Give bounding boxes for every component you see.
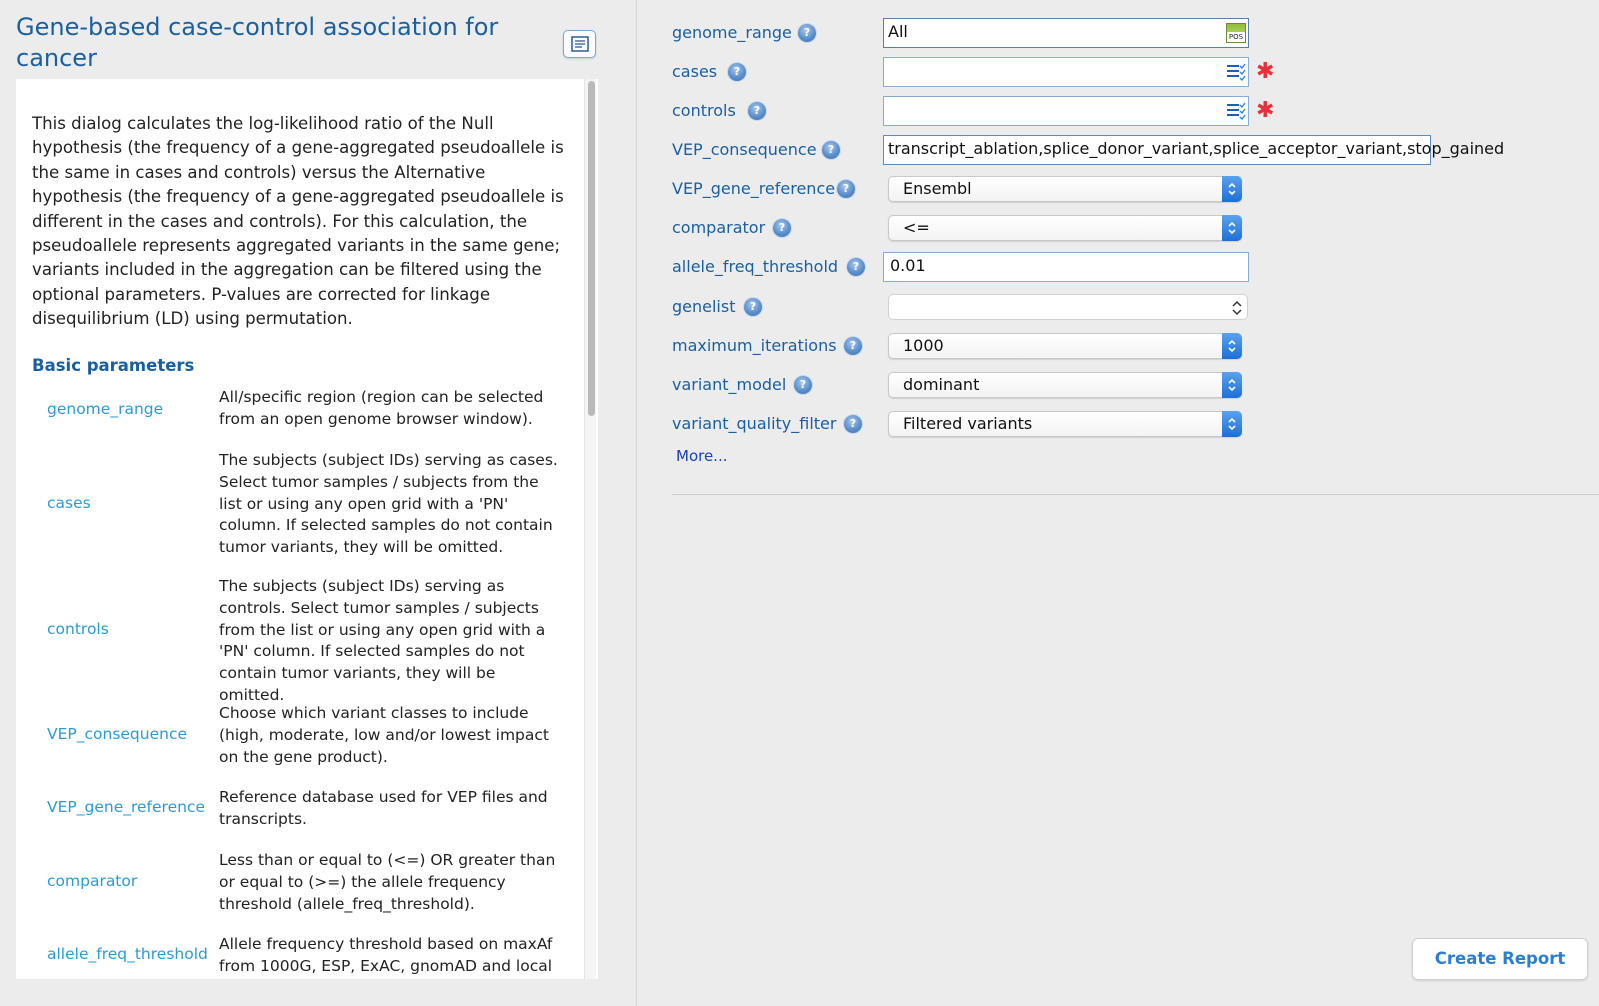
genome-range-label: genome_range [672, 23, 792, 42]
help-icon[interactable]: ? [798, 24, 816, 42]
documentation-button[interactable] [563, 30, 596, 58]
basic-parameters-heading: Basic parameters [32, 356, 195, 375]
variant-quality-filter-select[interactable] [888, 411, 1242, 437]
comparator-label: comparator [672, 218, 766, 237]
variant-model-label: variant_model [672, 375, 787, 394]
chevron-updown-icon [1231, 299, 1243, 317]
allele-freq-threshold-input[interactable]: 0.01 [883, 252, 1249, 282]
chevron-updown-icon [1222, 215, 1242, 241]
section-divider [672, 494, 1599, 495]
pos-badge: POS [1228, 33, 1244, 41]
param-name[interactable]: allele_freq_threshold [47, 945, 208, 963]
genome-position-icon[interactable] [1226, 23, 1246, 43]
vep-consequence-label: VEP_consequence [672, 140, 817, 159]
maximum-iterations-select[interactable] [888, 333, 1242, 359]
help-icon[interactable]: ? [748, 102, 766, 120]
chevron-updown-icon [1222, 372, 1242, 398]
genelist-select[interactable] [888, 294, 1248, 320]
param-name[interactable]: comparator [47, 872, 138, 890]
controls-label: controls [672, 101, 736, 120]
controls-input[interactable] [883, 96, 1249, 126]
vep-gene-reference-select[interactable] [888, 176, 1242, 202]
help-icon[interactable]: ? [847, 258, 865, 276]
help-pane [0, 0, 636, 1006]
chevron-updown-icon [1222, 333, 1242, 359]
variant-model-select[interactable] [888, 372, 1242, 398]
param-desc: Less than or equal to (<=) OR greater than or equal to (>=) the allele frequency threshold (allele_freq_threshold). [219, 851, 556, 913]
help-content [16, 79, 598, 979]
maximum-iterations-label: maximum_iterations [672, 336, 837, 355]
param-desc: Allele frequency threshold based on maxAf from 1000G, ESP, ExAC, gnomAD and local [219, 935, 553, 975]
scrollbar-thumb[interactable] [588, 81, 595, 416]
more-link[interactable]: More... [676, 447, 728, 465]
maximum-iterations-value: 1000 [903, 336, 944, 355]
help-icon[interactable]: ? [728, 63, 746, 81]
param-name[interactable]: cases [47, 494, 91, 512]
help-scroll-area [16, 79, 582, 979]
param-name[interactable]: controls [47, 620, 109, 638]
intro-text: This dialog calculates the log-likelihood ratio of the Null hypothesis (the frequency of a gene-aggregated pseudoallele is the same in cases and controls) versus the Alternative hypothesis (the frequency of a gene-aggregated pseudoallele is different in the cases and controls). For this calculation, the pseudoallele represents aggregated variants in the same gene; variants included in the aggregation can be filtered using the optional parameters. P-values are corrected for linkage disequilibrium (LD) using permutation. [32, 114, 564, 329]
vep-gene-reference-label: VEP_gene_reference [672, 179, 836, 198]
genelist-label: genelist [672, 297, 736, 316]
allele-freq-threshold-label: allele_freq_threshold [672, 257, 839, 276]
pane-divider[interactable] [636, 0, 637, 1006]
help-icon[interactable]: ? [837, 180, 855, 198]
vep-consequence-field[interactable]: transcript_ablation,splice_donor_variant,splice_acceptor_variant,stop_gained [883, 135, 1431, 165]
help-scrollbar[interactable] [584, 79, 596, 979]
param-desc: The subjects (subject IDs) serving as cases. Select tumor samples / subjects from the list or using any open grid with a 'PN' column. If selected samples do not contain tumor variants, they will be omitted. [219, 451, 558, 557]
param-name[interactable]: VEP_gene_reference [47, 798, 205, 816]
cases-label: cases [672, 62, 718, 81]
param-desc: Choose which variant classes to include (high, moderate, low and/or lowest impact on the gene product). [219, 704, 549, 766]
required-indicator: ✱ [1256, 98, 1275, 123]
comparator-value: <= [903, 218, 930, 237]
variant-model-value: dominant [903, 375, 980, 394]
help-icon[interactable]: ? [794, 376, 812, 394]
variant-quality-filter-label: variant_quality_filter [672, 414, 837, 433]
help-icon[interactable]: ? [844, 415, 862, 433]
param-name[interactable]: VEP_consequence [47, 725, 188, 743]
param-name[interactable]: genome_range [47, 400, 164, 418]
chevron-updown-icon [1222, 411, 1242, 437]
help-icon[interactable]: ? [744, 298, 762, 316]
list-select-icon[interactable] [1226, 63, 1246, 81]
comparator-select[interactable] [888, 215, 1242, 241]
param-desc: All/specific region (region can be selected from an open genome browser window). [219, 388, 544, 428]
variant-quality-filter-value: Filtered variants [903, 414, 1033, 433]
param-desc: The subjects (subject IDs) serving as controls. Select tumor samples / subjects from the list or using any open grid with a 'PN' column. If selected samples do not contain tumor variants, they will be omitted. [219, 577, 546, 704]
list-select-icon[interactable] [1226, 102, 1246, 120]
genome-range-field[interactable] [883, 18, 1249, 48]
required-indicator: ✱ [1256, 59, 1275, 84]
chevron-updown-icon [1222, 176, 1242, 202]
param-desc: Reference database used for VEP files and transcripts. [219, 788, 548, 828]
document-icon [571, 36, 589, 52]
help-icon[interactable]: ? [844, 337, 862, 355]
page-title: Gene-based case-control association for cancer [16, 13, 499, 72]
create-report-button[interactable]: Create Report [1412, 938, 1588, 980]
help-icon[interactable]: ? [822, 141, 840, 159]
genome-range-value: All [888, 22, 908, 41]
vep-gene-reference-value: Ensembl [903, 179, 972, 198]
cases-input[interactable] [883, 57, 1249, 87]
help-icon[interactable]: ? [773, 219, 791, 237]
